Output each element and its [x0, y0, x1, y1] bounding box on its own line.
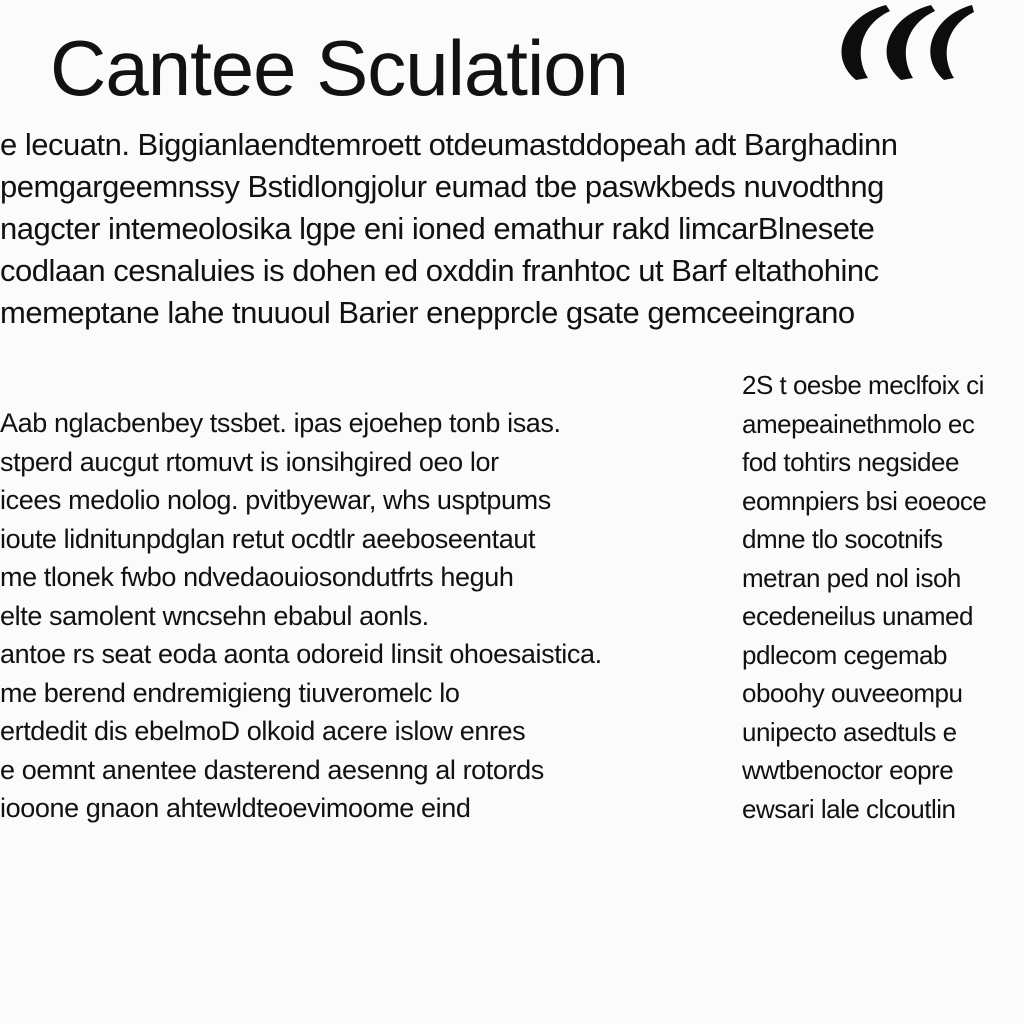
right-column	[742, 366, 1024, 828]
left-column-line: me tlonek fwbo ndvedaouiosondutfrts heguh	[0, 562, 514, 592]
right-column-line: ewsari lale clcoutlin	[742, 793, 956, 824]
right-column-line: 2S t oesbe meclfoix ci	[742, 370, 984, 400]
right-column-line: unipecto asedtuls e	[742, 716, 957, 747]
right-column-line: wwtbenoctor eopre	[742, 755, 954, 785]
intro-line: e lecuatn. Biggianlaendtemroett otdeumastddopeah adt Barghadinn	[0, 127, 898, 162]
page-title: Cantee Sculation	[50, 24, 629, 112]
left-column-line: icees medolio nolog. pvitbyewar, whs usptpums	[0, 485, 551, 515]
right-column-line: oboohy ouveeompu	[742, 678, 963, 708]
left-column-line: elte samolent wncsehn ebabul aonls.	[0, 600, 429, 631]
left-column-line: ioute lidnitunpdglan retut ocdtlr aeeboseentaut	[0, 523, 536, 554]
intro-line: nagcter intemeolosika lgpe eni ioned emathur rakd limcarBlnesete	[0, 211, 875, 246]
right-column-line: ecedeneilus unamed	[742, 601, 973, 631]
right-column-line: fod tohtirs negsidee	[742, 447, 959, 477]
left-column-line: stperd aucgut rtomuvt is ionsihgired oeo lor	[0, 446, 499, 477]
intro-line: pemgargeemnssy Bstidlongjolur eumad tbe paswkbeds nuvodthng	[0, 169, 884, 204]
left-column-line: me berend endremigieng tiuveromelc lo	[0, 677, 460, 708]
right-column-line: metran ped nol isoh	[742, 562, 961, 593]
left-column-line: ertdedit dis ebelmoD olkoid acere islow enres	[0, 716, 526, 746]
right-column-line: dmne tlo socotnifs	[742, 524, 943, 554]
left-column-line: iooone gnaon ahtewldteoevimoome eind	[0, 793, 471, 823]
left-column-line: Aab nglacbenbey tssbet. ipas ejoehep tonb isas.	[0, 408, 561, 438]
right-column-line: amepeainethmolo ec	[742, 408, 975, 439]
right-column-line: eomnpiers bsi eoeoce	[742, 485, 987, 516]
intro-paragraph	[0, 124, 1024, 334]
left-column-line: antoe rs seat eoda aonta odoreid linsit ohoesaistica.	[0, 639, 602, 669]
intro-line: codlaan cesnaluies is dohen ed oxddin franhtoc ut Barf eltathohinc	[0, 253, 879, 288]
intro-line: memeptane lahe tnuuoul Barier enepprcle gsate gemceeingrano	[0, 295, 855, 330]
left-column	[0, 404, 700, 828]
right-column-line: pdlecom cegemab	[742, 639, 947, 670]
quote-mark-icon	[826, 0, 976, 95]
left-column-line: e oemnt anentee dasterend aesenng al rotords	[0, 754, 544, 785]
